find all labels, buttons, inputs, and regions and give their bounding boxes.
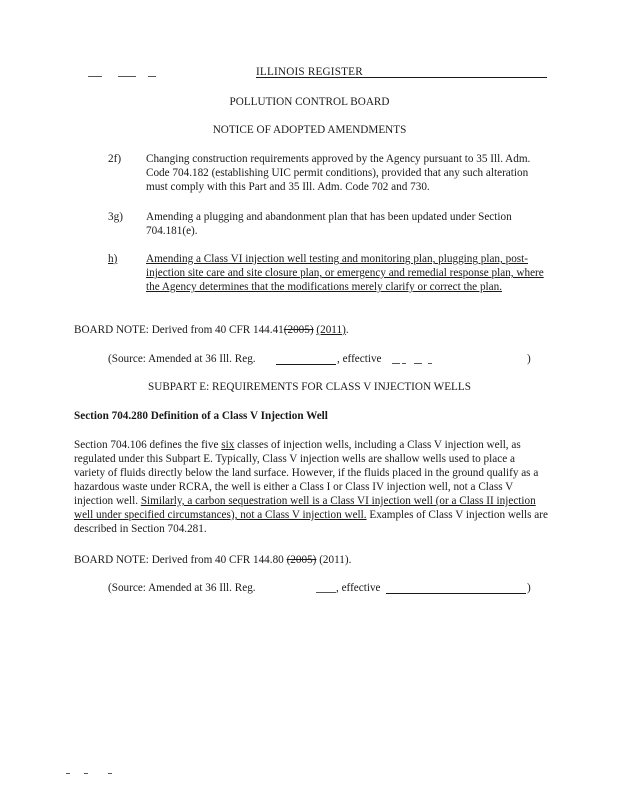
source-effective: , effective: [336, 582, 381, 594]
item-label: h): [108, 253, 118, 265]
footer-mark: [108, 773, 112, 774]
notice-title: NOTICE OF ADOPTED AMENDMENTS: [212, 124, 407, 136]
item-label: 3g): [108, 211, 123, 223]
struck-citation-year: (2005): [286, 554, 317, 566]
added-word-six: six: [221, 439, 235, 451]
section-body-text: Section 704.106 defines the five: [74, 439, 222, 451]
added-sentence: Similarly, a carbon sequestration well is a Class VI injection well (or a Class II injection well under specified circumstances), not a Class V injection well.: [74, 495, 536, 521]
struck-citation-year: (2005): [283, 324, 314, 336]
board-note-text: BOARD NOTE: Derived from 40 CFR 144.41: [74, 324, 284, 336]
header-left-mark: [148, 76, 156, 77]
board-note-period: .: [345, 324, 349, 336]
added-citation-year: (2011): [316, 324, 346, 336]
header-rule: [256, 77, 547, 78]
item-text-added: Amending a Class VI injection well testing and monitoring plan, plugging plan, post-injection site care and site closure plan, or emergency and remedial response plan, where the Agency determines that the modifications merely clarify or correct the plan.: [146, 253, 544, 293]
source-effective: , effective: [337, 353, 382, 365]
register-title: ILLINOIS REGISTER: [256, 66, 363, 78]
source-close-paren: ): [527, 582, 531, 594]
section-body: [74, 438, 548, 536]
header-left-mark: [88, 76, 102, 77]
source-text: (Source: Amended at 36 Ill. Reg.: [108, 353, 256, 365]
source-note: [108, 581, 256, 595]
footer-mark: [84, 773, 88, 774]
board-note: [74, 553, 351, 567]
board-note-period: .: [348, 554, 352, 566]
reg-number-blank: [276, 364, 336, 365]
footer-mark: [66, 773, 70, 774]
item-label: 2f): [108, 153, 122, 165]
reg-number-mark: [316, 592, 336, 593]
section-heading: Section 704.280 Definition of a Class V Injection Well: [74, 410, 328, 422]
board-note: [74, 323, 349, 337]
source-note: [108, 352, 256, 366]
board-note-text: BOARD NOTE: Derived from 40 CFR 144.80: [74, 554, 287, 566]
effective-date-blank: [386, 593, 526, 594]
section-body-text: classes of injection wells, including a Class V injection well, as regulated under this Subpart E. Typically, Class V injection wells are shallow wells used to place a variety of fluids directly below the land surface. However, if the fluids placed in the ground qualify as a hazardous waste under RCRA, the well is either a Class I or Class IV injection well, not a Class V injection well.: [74, 439, 539, 507]
effective-date-mark: [392, 363, 400, 364]
item-text: Changing construction requirements approved by the Agency pursuant to 35 Ill. Adm. Code 704.182 (establishing UIC permit conditions), provided that any such alteration must comply with this Part and 35 Ill. Adm. Code 702 and 730.: [146, 153, 531, 193]
section-body-text: Examples of Class V injection wells are described in Section 704.281.: [74, 509, 548, 535]
subpart-heading: SUBPART E: REQUIREMENTS FOR CLASS V INJECTION WELLS: [148, 381, 471, 393]
effective-date-mark: [414, 363, 422, 364]
effective-date-mark: [402, 363, 406, 364]
source-close-paren: ): [527, 353, 531, 365]
board-title: POLLUTION CONTROL BOARD: [229, 96, 390, 108]
header-left-mark: [118, 76, 136, 77]
added-citation-year: (2011): [316, 554, 349, 566]
item-text: Amending a plugging and abandonment plan that has been updated under Section 704.181(e).: [146, 211, 512, 237]
effective-date-mark: [428, 363, 432, 364]
source-text: (Source: Amended at 36 Ill. Reg.: [108, 582, 256, 594]
